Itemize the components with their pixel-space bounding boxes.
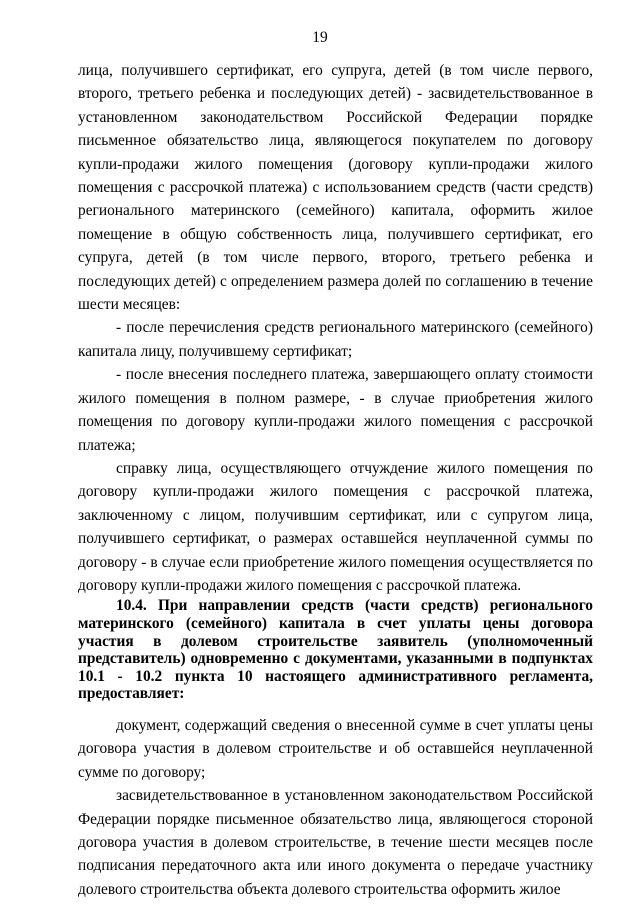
paragraph-payment-document: документ, содержащий сведения о внесенной сумме в счет уплаты цены договора участия в долевом строительстве и об оставшейся неуплаченной сумме по договору; [78, 716, 593, 781]
paragraph-shared-construction-obligation: засвидетельствованное в установленном законодательством Российской Федерации порядке письменное обязательство лица, являющегося стороной договора участия в долевом строительстве, в течение шести месяцев после подписания передаточного акта или иного документа о передаче участнику долевого строительства объекта долевого строительства оформить жилое [78, 787, 593, 898]
document-body [78, 59, 593, 901]
paragraph-after-transfer: - после перечисления средств регионального материнского (семейного) капитала лицу, получившему сертификат; [78, 319, 593, 360]
section-heading-10-4: 10.4. При направлении средств (части средств) регионального материнского (семейного) капитала в счет уплаты цены договора участия в долевом строительстве заявитель (уполномоченный представитель) одновременно с документами, указанными в подпунктах 10.1 - 10.2 пункта 10 настоящего административного регламента, предоставляет: [78, 597, 593, 703]
page-number: 19 [312, 29, 328, 46]
paragraph-after-last-payment: - после внесения последнего платежа, завершающего оплату стоимости жилого помещения в полном размере, - в случае приобретения жилого помещения по договору купли-продажи жилого помещения с рассрочкой платежа; [78, 366, 593, 454]
paragraph-obligation-continued: лица, получившего сертификат, его супруга, детей (в том числе первого, второго, третьего ребенка и последующих детей) - засвидетельствованное в установленном законодательством Российской Федерации порядке письменное обязательство лица, являющегося покупателем по договору купли-продажи жилого помещения (договору купли-продажи жилого помещения с рассрочкой платежа) с использованием средств (части средств) регионального материнского (семейного) капитала, оформить жилое помещение в общую собственность лица, получившего сертификат, его супруга, детей (в том числе первого, второго, третьего ребенка и последующих детей) с определением размера долей по соглашению в течение шести месяцев: [78, 62, 593, 314]
paragraph-seller-certificate: справку лица, осуществляющего отчуждение жилого помещения по договору купли-продажи жилого помещения с рассрочкой платежа, заключенному с лицом, получившим сертификат, или с супругом лица, получившего сертификат, о размерах оставшейся неуплаченной суммы по договору - в случае если приобретение жилого помещения осуществляется по договору купли-продажи жилого помещения с рассрочкой платежа. [78, 459, 593, 594]
